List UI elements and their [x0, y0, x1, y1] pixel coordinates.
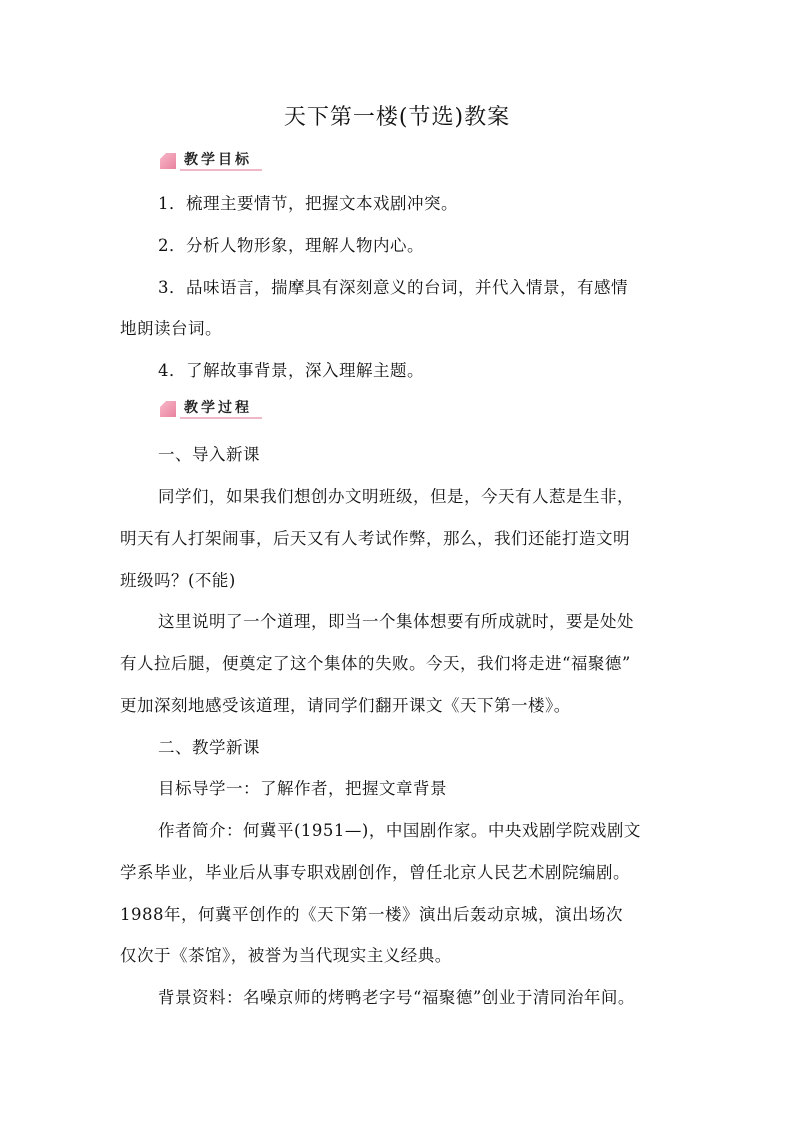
heading-new-lesson: 二、教学新课: [158, 738, 260, 757]
paragraph-line: 学系毕业，毕业后从事专职戏剧创作，曾任北京人民艺术剧院编剧。: [120, 863, 630, 882]
paragraph-line: 背景资料：名噪京师的烤鸭老字号“福聚德”创业于清同治年间。: [158, 988, 635, 1007]
section-label: 教学目标: [180, 151, 262, 171]
goal-item-continued: 地朗读台词。: [120, 319, 222, 338]
subheading-goal-one: 目标导学一：了解作者，把握文章背景: [158, 779, 447, 798]
page-title: 天下第一楼(节选)教案: [283, 105, 511, 130]
paragraph-line: 1988年，何冀平创作的《天下第一楼》演出后轰动京城，演出场次: [120, 905, 623, 924]
pink-tag-icon: [158, 399, 178, 419]
paragraph-line: 这里说明了一个道理，即当一个集体想要有所成就时，要是处处: [158, 612, 634, 631]
paragraph-line: 明天有人打架闹事，后天又有人考试作弊，那么，我们还能打造文明: [120, 529, 630, 548]
paragraph-line: 同学们，如果我们想创办文明班级，但是，今天有人惹是生非，: [158, 487, 634, 506]
paragraph-line: 作者简介：何冀平(1951—)，中国剧作家。中央戏剧学院戏剧文: [158, 821, 641, 840]
goal-item: 2．分析人物形象，理解人物内心。: [158, 236, 424, 255]
goal-item: 3．品味语言，揣摩具有深刻意义的台词，并代入情景，有感情: [158, 278, 628, 297]
goal-item: 4．了解故事背景，深入理解主题。: [158, 361, 424, 380]
paragraph-line: 有人拉后腿，便奠定了这个集体的失败。今天，我们将走进“福聚德”: [120, 654, 631, 673]
pink-tag-icon: [158, 151, 178, 171]
section-tag-process: [158, 398, 262, 420]
goal-item: 1．梳理主要情节，把握文本戏剧冲突。: [158, 194, 458, 213]
heading-intro: 一、导入新课: [158, 445, 260, 464]
paragraph-line: 仅次于《茶馆》，被誉为当代现实主义经典。: [120, 946, 452, 965]
section-tag-goals: [158, 150, 262, 172]
paragraph-line: 更加深刻地感受该道理，请同学们翻开课文《天下第一楼》。: [120, 696, 571, 715]
section-label: 教学过程: [180, 399, 262, 419]
paragraph-line: 班级吗？(不能): [120, 571, 236, 590]
